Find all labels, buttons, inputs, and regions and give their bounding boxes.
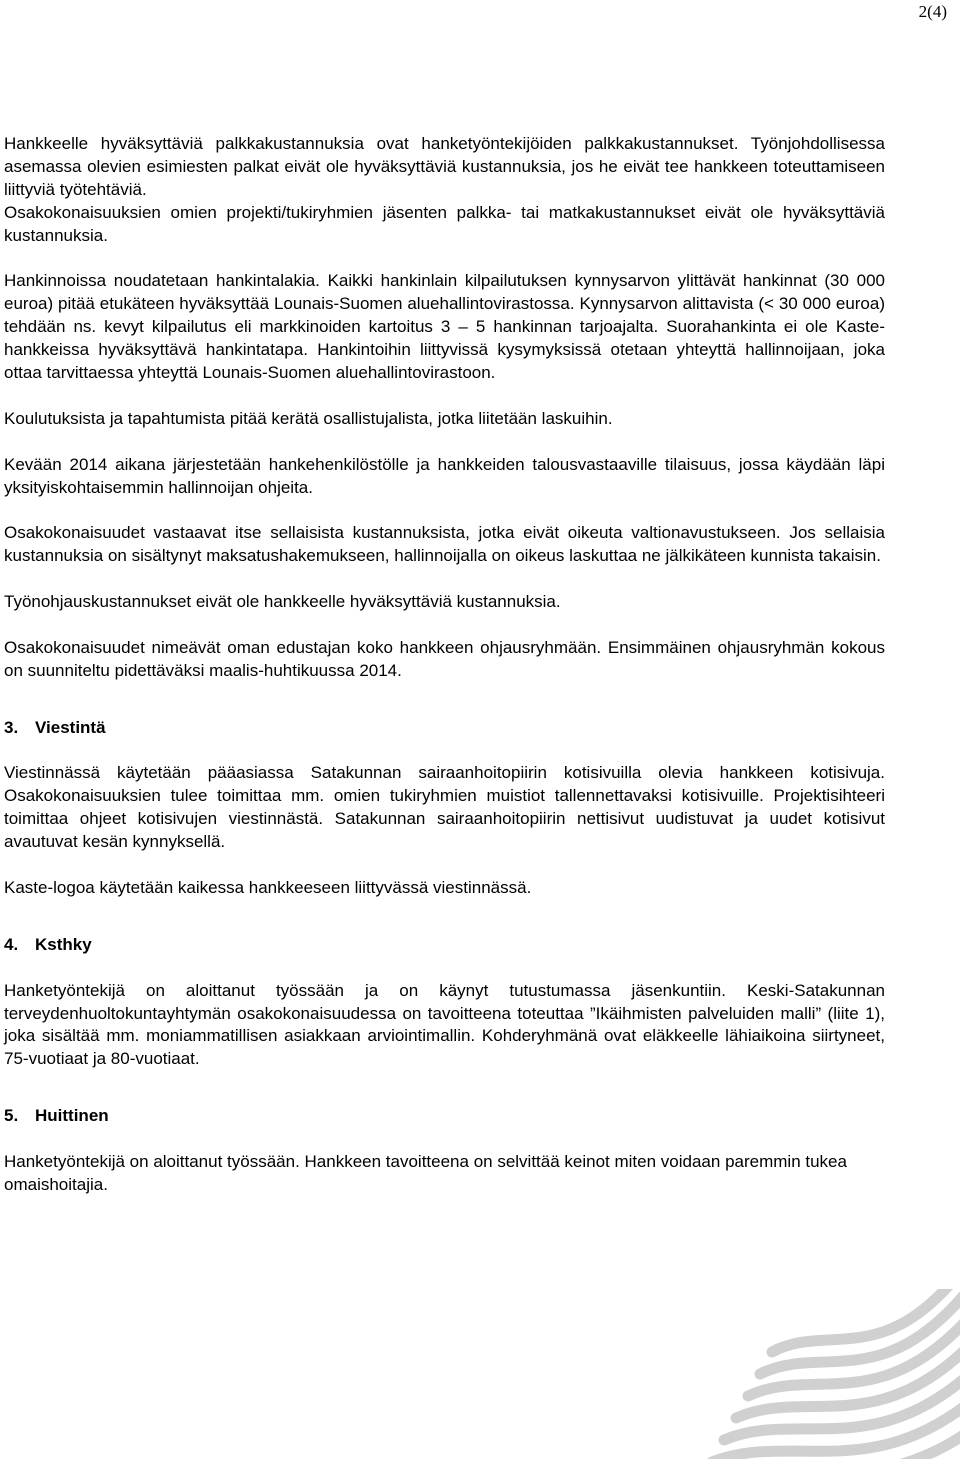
section-title: Viestintä xyxy=(35,717,106,737)
paragraph-ksthky: Hanketyöntekijä on aloittanut työssään ja on käynyt tutustumassa jäsenkuntiin. Keski-Satakunnan terveydenhuoltokuntayhtymän osakokonaisuudessa on tavoitteena toteuttaa ”Ikäihmisten palveluiden malli” (liite 1), joka sisältää mm. moniammatillisen asiakkaan arviointimallin. Kohderyhmänä ovat eläkkeelle lähiaikoina siirtyneet, 75-vuotiaat ja 80-vuotiaat. xyxy=(4,980,885,1069)
section-title: Ksthky xyxy=(35,934,92,954)
section-number: 3. xyxy=(4,717,19,737)
section-number: 5. xyxy=(4,1106,19,1126)
section-number: 4. xyxy=(4,934,19,954)
paragraph-training-events: Koulutuksista ja tapahtumista pitää kerätä osallistujalista, jotka liitetään laskuihin. xyxy=(4,408,613,428)
paragraph-supervision-costs: Työnohjauskustannukset eivät ole hankkeelle hyväksyttäviä kustannuksia. xyxy=(4,592,561,612)
section-heading-ksthky xyxy=(4,934,885,957)
paragraph-staff-costs: Hankkeelle hyväksyttäviä palkkakustannuksia ovat hanketyöntekijöiden palkkakustannukset. Työnjohdollisessa asemassa olevien esimiesten palkat eivät ole hyväksyttäviä kustannuksia, jos he eivät tee hankkeen toteuttamiseen liittyviä työtehtäviä. xyxy=(4,134,885,199)
section-heading-viestinta xyxy=(4,717,885,740)
document-body xyxy=(4,133,885,1197)
paragraph-logo-usage: Kaste-logoa käytetään kaikessa hankkeeseen liittyvässä viestinnässä. xyxy=(4,877,532,897)
wave-stripes-logo-icon xyxy=(630,1289,960,1459)
paragraph-procurement: Hankinnoissa noudatetaan hankintalakia. Kaikki hankinlain kilpailutuksen kynnysarvon ylittävät hankinnat (30 000 euroa) pitää etukäteen hyväksyttää Lounais-Suomen aluehallintovirastossa. Kynnysarvon alittavista (< 30 000 euroa) tehdään ns. kevyt kilpailutus eli markkinoiden kartoitus 3 – 5 hankinnan tarjoajalta. Suorahankinta ei ole Kaste-hankkeissa hyväksyttävä hankintatapa. Hankintoihin liittyvissä kysymyksissä otetaan yhteyttä hallinnoijaan, joka ottaa tarvittaessa yhteyttä Lounais-Suomen aluehallintovirastoon. xyxy=(4,271,885,383)
paragraph-steering-group: Osakokonaisuudet nimeävät oman edustajan koko hankkeen ohjausryhmään. Ensimmäinen ohjausryhmän kokous on suunniteltu pidettäväksi maalis-huhtikuussa 2014. xyxy=(4,637,885,680)
paragraph-huittinen: Hanketyöntekijä on aloittanut työssään. Hankkeen tavoitteena on selvittää keinot miten voidaan paremmin tukea omaishoitajia. xyxy=(4,1152,847,1194)
section-heading-huittinen xyxy=(4,1105,885,1128)
paragraph-non-eligible-costs: Osakokonaisuudet vastaavat itse sellaisista kustannuksista, jotka eivät oikeuta valtionavustukseen. Jos sellaisia kustannuksia on sisältynyt maksatushakemukseen, hallinnoijalla on oikeus laskuttaa ne jälkikäteen kunnista takaisin. xyxy=(4,523,885,566)
paragraph-communication: Viestinnässä käytetään pääasiassa Satakunnan sairaanhoitopiirin kotisivuilla olevia hankkeen kotisivuja. Osakokonaisuuksien tulee toimittaa mm. omien tukiryhmien muistiot tallennettavaksi kotisivuille. Projektisihteeri toimittaa ohjeet kotisivujen viestinnästä. Satakunnan sairaanhoitopiirin nettisivut uudistuvat ja uudet kotisivut avautuvat kesän kynnyksellä. xyxy=(4,763,885,852)
section-title: Huittinen xyxy=(35,1106,109,1126)
paragraph-subproject-costs: Osakokonaisuuksien omien projekti/tukiryhmien jäsenten palkka- tai matkakustannukset eivät ole hyväksyttäviä kustannuksia. xyxy=(4,202,885,245)
paragraph-spring-event: Kevään 2014 aikana järjestetään hankehenkilöstölle ja hankkeiden talousvastaaville tilaisuus, jossa käydään läpi yksityiskohtaisemmin hallinnoijan ohjeita. xyxy=(4,454,885,497)
page-number: 2(4) xyxy=(918,2,947,21)
